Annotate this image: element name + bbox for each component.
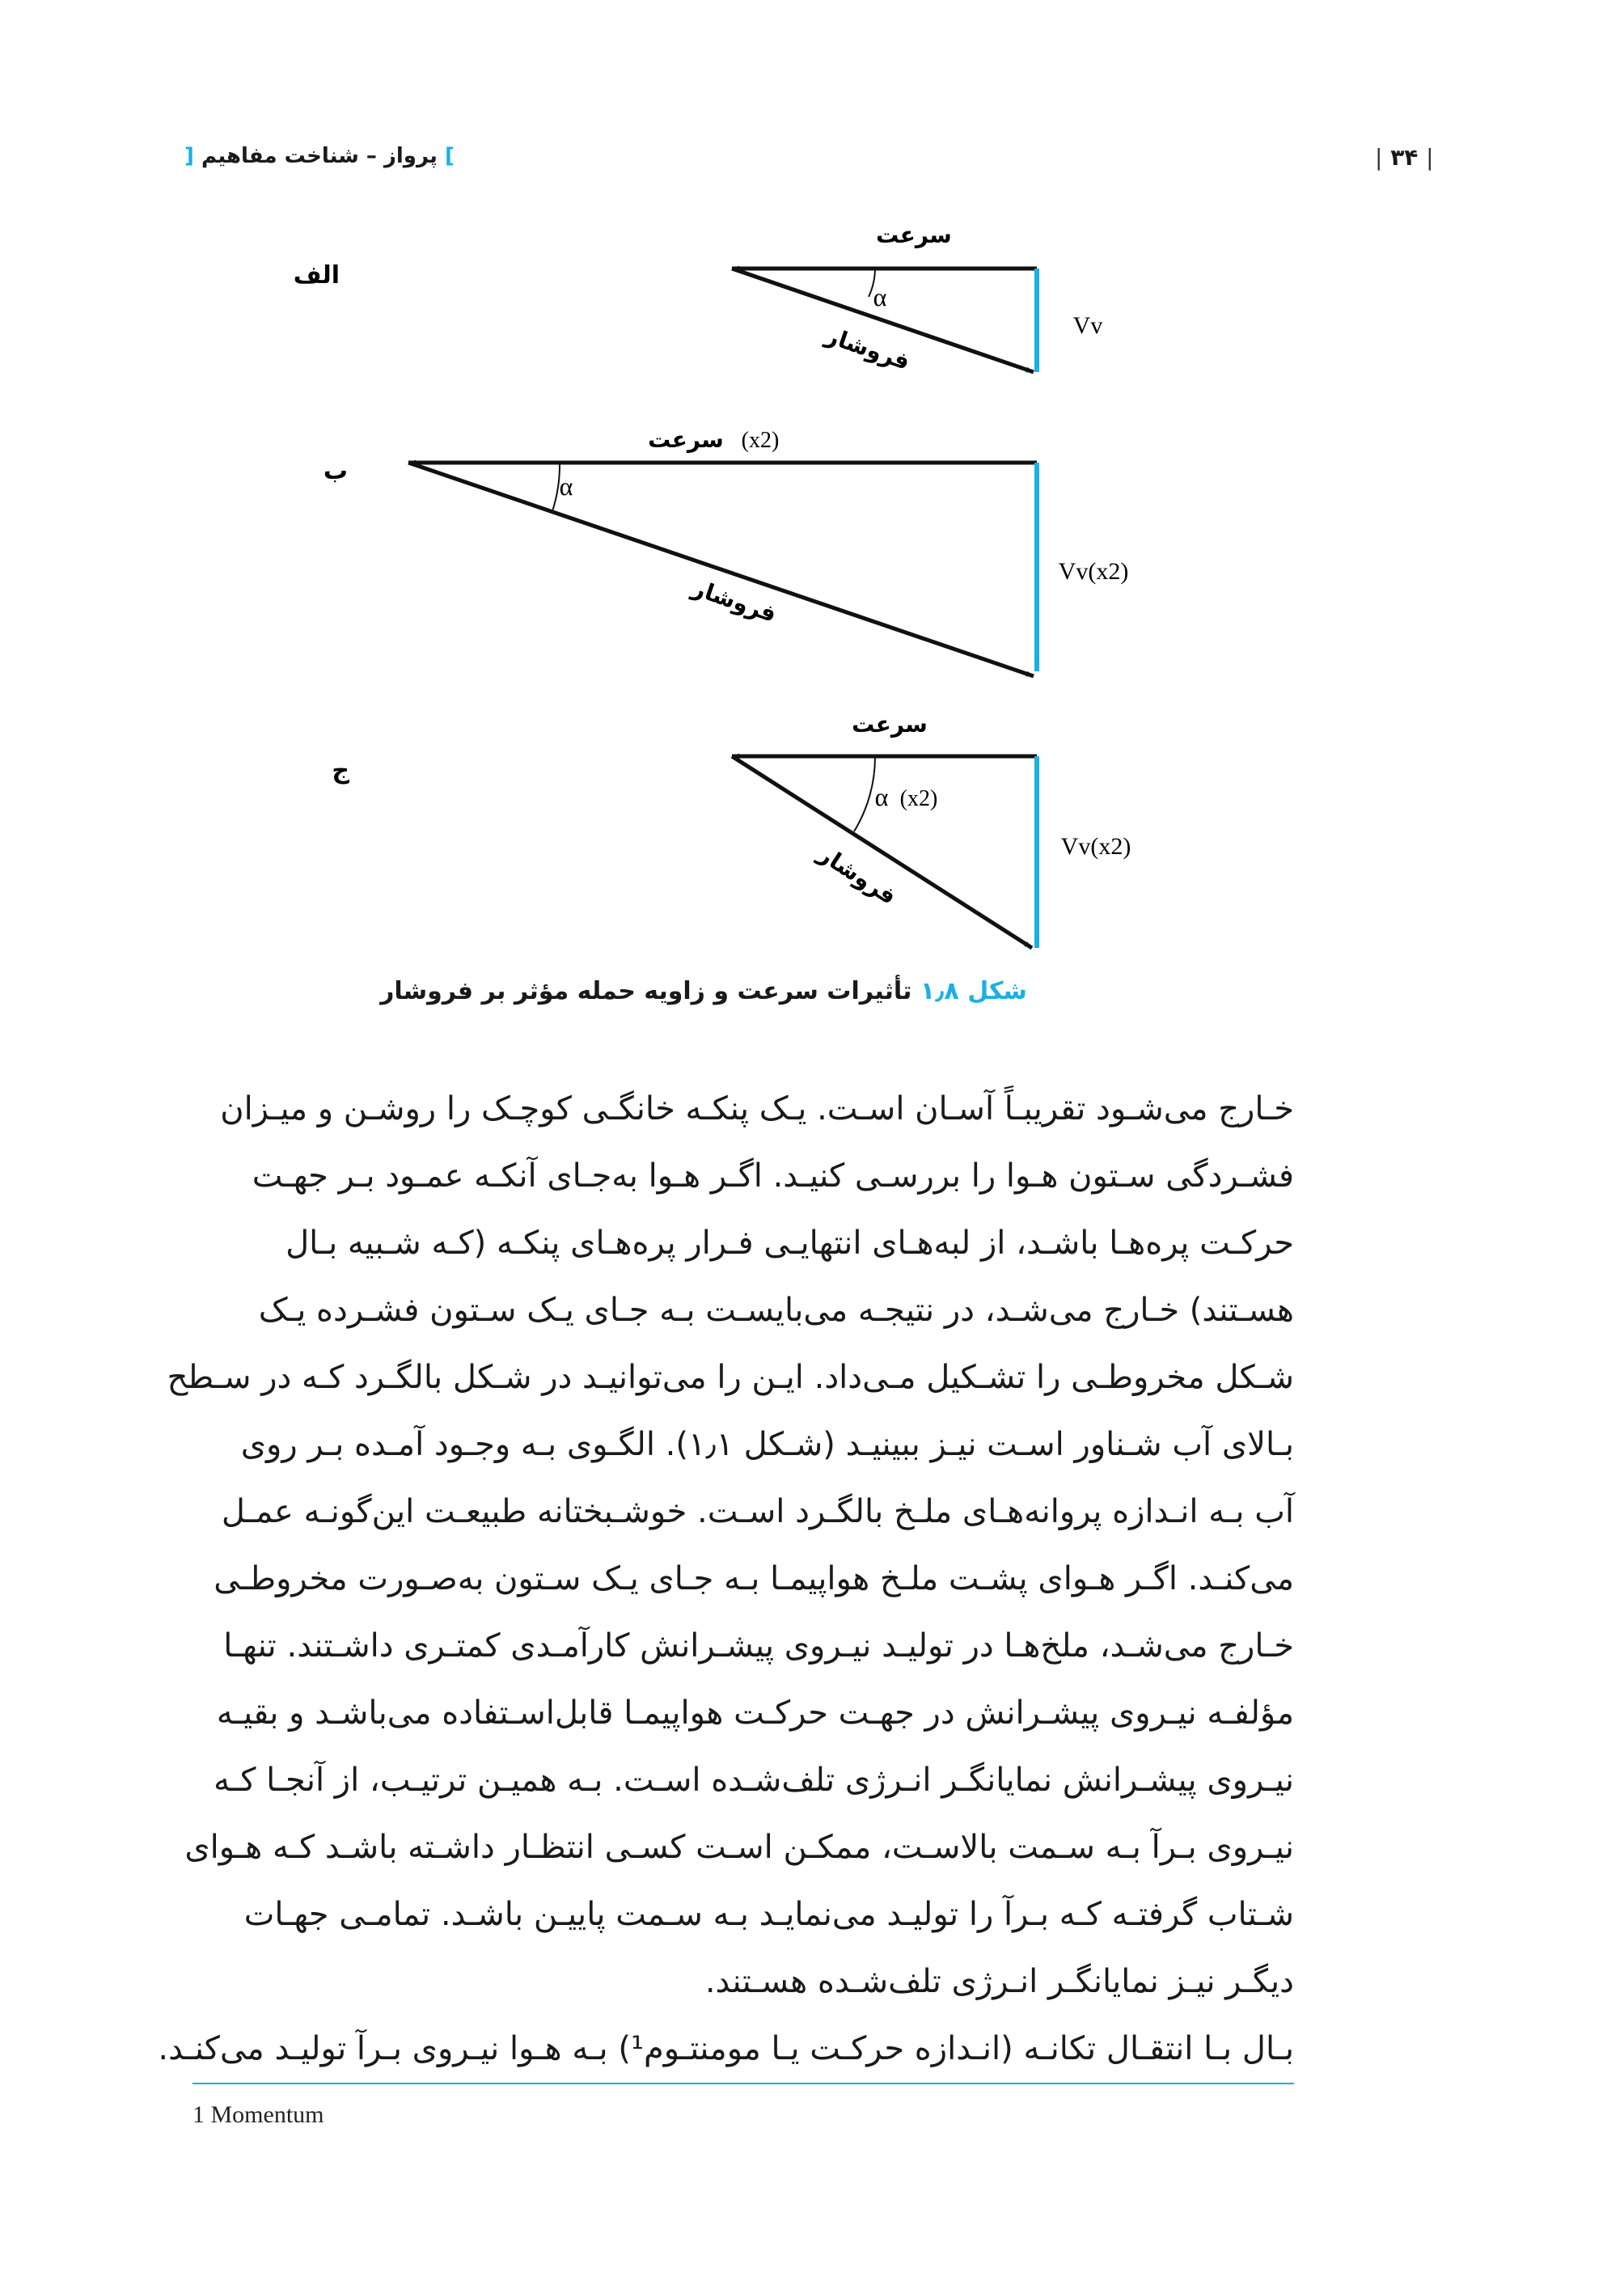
body-line: خـارج می‌شـد، ملخ‌هـا در تولیـد نیـروی پیشـرانش کارآمـدی کمتـری داشـتند. تنهـا bbox=[223, 1627, 1294, 1665]
panel-c-angle-label: α bbox=[874, 782, 889, 811]
panel-c bbox=[332, 711, 1131, 948]
panel-c-label: ج bbox=[332, 756, 349, 785]
figure-caption bbox=[340, 977, 1068, 1005]
body-line: می‌کنـد. اگـر هـوای پشـت ملـخ هواپیمـا بـه جـای یـک سـتون به‌صـورت مخروطـی bbox=[214, 1560, 1294, 1597]
panel-b-downwash-arrow bbox=[408, 463, 1034, 676]
panel-c-vv-label: Vv(x2) bbox=[1060, 833, 1131, 860]
panel-b-label: ب bbox=[323, 457, 348, 485]
body-line: بـال بـا انتقـال تکانـه (انـدازه حرکـت یـا مومنتـوم¹) بـه هـوا نیـروی بـرآ تولیـد می‌کنـد. bbox=[192, 2016, 1294, 2084]
body-line: دیگـر نیـز نمایانگـر انـرژی تلف‌شـده هسـتند. bbox=[704, 1963, 1294, 2000]
body-line: شـتاب گرفتـه کـه بـرآ را تولیـد می‌نمایـد بـه سـمت پاییـن باشـد. تمامـی جهـات bbox=[243, 1896, 1294, 1933]
caption-prefix: شکل bbox=[967, 977, 1027, 1005]
body-line: مؤلفـه نیـروی پیشـرانش در جهـت حرکـت هواپیمـا قابل‌اسـتفاده می‌باشـد و بقیـه bbox=[216, 1694, 1294, 1732]
body-line: بـالای آب شـناور اسـت نیـز ببینیـد (شـکل ۱٫۱). الگـوی بـه وجـود آمـده بـر روی bbox=[240, 1426, 1294, 1463]
panel-b-speed-label: سرعت bbox=[648, 426, 724, 453]
body-paragraph bbox=[158, 1076, 1294, 2084]
body-line: هسـتند) خـارج می‌شـد، در نتیجـه می‌بایسـت بـه جـای یـک سـتون فشـرده یـک bbox=[258, 1292, 1294, 1329]
body-line: خـارج می‌شـود تقریبـاً آسـان اسـت. یـک پنکـه خانگـی کوچـک را روشـن و میـزان bbox=[220, 1090, 1294, 1127]
page-number-block: | ۳۴ | bbox=[1375, 144, 1434, 171]
panel-b-vv-label: Vv(x2) bbox=[1058, 558, 1129, 585]
panel-a-downwash-label: فروشار bbox=[822, 321, 914, 376]
panel-c-angle-arc bbox=[854, 756, 875, 831]
figure-speed-angle-diagram bbox=[0, 0, 1624, 1035]
panel-b-angle-label: α bbox=[559, 472, 573, 501]
body-line: نیـروی بـرآ بـه سـمت بالاسـت، ممکـن اسـت کسـی انتظـار داشـته باشـد کـه هـوای bbox=[184, 1829, 1294, 1866]
panel-b bbox=[324, 426, 1128, 676]
panel-a-vv-label: Vv bbox=[1072, 312, 1103, 339]
panel-a-angle-label: α bbox=[873, 282, 887, 311]
header-bracket-close: [ bbox=[184, 144, 194, 168]
panel-c-downwash-label: فروشار bbox=[814, 840, 902, 911]
caption-number: ۱٫۸ bbox=[920, 977, 959, 1005]
panel-a-speed-label: سرعت bbox=[876, 222, 952, 248]
body-line: شـکل مخروطـی را تشـکیل مـی‌داد. ایـن را می‌توانیـد در شـکل بالگـرد کـه در سـطح bbox=[167, 1359, 1294, 1396]
panel-b-downwash-label: فروشار bbox=[688, 573, 780, 628]
body-line: آب بـه انـدازه پروانه‌هـای ملـخ بالگـرد اسـت. خوشـبختانه طبیعـت این‌گونـه عمـل bbox=[221, 1493, 1294, 1530]
page-number: ۳۴ bbox=[1390, 144, 1419, 171]
panel-b-speed-suffix: (x2) bbox=[741, 428, 780, 453]
body-line: نیـروی پیشـرانش نمایانگـر انـرژی تلف‌شـده اسـت. بـه همیـن ترتیـب، از آنجـا کـه bbox=[214, 1762, 1294, 1799]
panel-c-speed-label: سرعت bbox=[852, 711, 928, 738]
panel-c-angle-suffix: (x2) bbox=[899, 786, 938, 811]
body-line: فشـردگی سـتون هـوا را بررسـی کنیـد. اگـر هـوا به‌جـای آنکـه عمـود بـر جهـت bbox=[252, 1157, 1294, 1195]
panel-a-label: الف bbox=[293, 261, 340, 290]
caption-text: تأثیرات سرعت و زاویه حمله مؤثر بر فروشار bbox=[380, 977, 912, 1005]
body-line: حرکـت پره‌هـا باشـد، از لبه‌هـای انتهایـی فـرار پره‌هـای پنکـه (کـه شـبیه بـال bbox=[285, 1225, 1294, 1262]
footnote: 1 Momentum bbox=[192, 2101, 324, 2128]
header-title: پرواز – شناخت مفاهیم bbox=[201, 144, 438, 168]
header-bracket-open: ] bbox=[444, 144, 455, 168]
panel-a bbox=[294, 222, 1103, 375]
